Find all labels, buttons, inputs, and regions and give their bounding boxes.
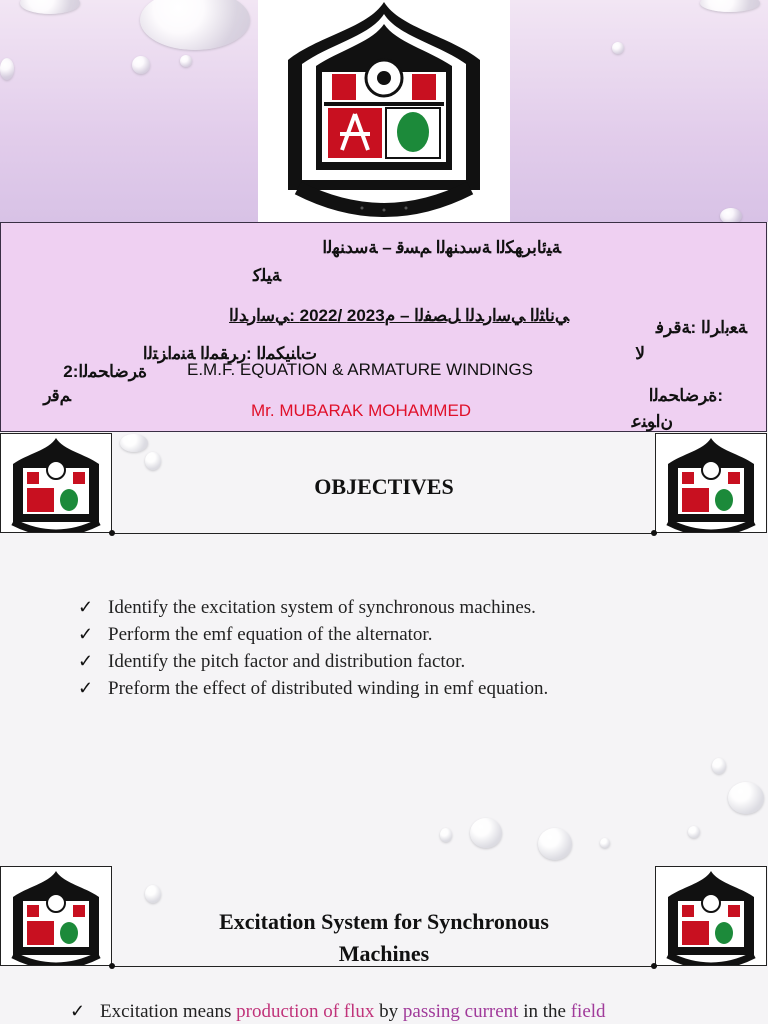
rule-dot [109,530,115,536]
header-logo-left [0,866,112,966]
water-drop [145,452,161,470]
university-emblem-icon [656,867,766,965]
objective-text: Preform the effect of distributed winding in emf equation. [108,678,549,699]
lecturer-name: Mr. MUBARAK MOHAMMED [251,401,472,420]
university-emblem-icon [1,434,111,532]
water-drop [538,828,572,860]
objectives-list [78,594,548,702]
lecture-number: ﺓﺮﺿﺎﺤﻤﻟﺍ:2 [63,362,147,381]
lecture-topic: E.M.F. EQUATION & ARMATURE WINDINGS [187,360,534,379]
department-line-2: ﺔﻴﻠﻛ [253,266,281,285]
list-item [78,621,548,648]
water-drop [440,828,452,842]
lecture-title-label-2: ﻥﺍﻮﻨﻋ [631,412,673,431]
logo-panel [258,0,510,222]
objective-text: Identify the pitch factor and distribution factor. [108,651,466,672]
water-drop [0,58,14,80]
excitation-title-line-1: Excitation System for Synchronous [219,909,549,934]
header-logo-right [655,433,767,533]
list-item [78,648,548,675]
list-item [78,594,548,621]
rule-dot [109,963,115,969]
objective-text: Identify the excitation system of synchronous machines. [108,597,536,618]
excitation-title-line-2: Machines [338,941,430,966]
water-drop [470,818,502,848]
objectives-title: OBJECTIVES [314,474,454,499]
water-drop [120,434,148,452]
university-emblem-icon [1,867,111,965]
definition-text: Excitation means [100,1001,237,1022]
excitation-title [150,906,618,970]
course-name: ﺕﺎﻨﻴﻜﻤﻟﺍ :ﺭﺮﻘﻤﻟﺍ ﺔﻨﻣﺍﺰﺘﻟﺍ [142,344,317,363]
objective-text: Perform the emf equation of the alternator. [108,624,433,645]
check-mark-icon: ✓ [78,597,94,617]
course-info-box [0,222,767,432]
rule-dot [651,963,657,969]
rule-dot [651,530,657,536]
water-drop [180,55,192,67]
university-emblem-icon [258,0,510,222]
definition-highlight: passing current [402,1001,519,1022]
definition-text: in the [518,1001,571,1022]
lecture-title-label: :ﺓﺮﺿﺎﺤﻤﻟﺍ [648,386,723,405]
check-mark-icon: ✓ [70,1001,86,1021]
water-drop [728,782,764,814]
excitation-definition [70,1001,606,1023]
water-drop [712,758,726,774]
definition-text: by [374,1001,403,1022]
water-drop [688,826,700,838]
definition-highlight: production of flux [236,1001,375,1022]
check-mark-icon: ✓ [78,678,94,698]
header-logo-left [0,433,112,533]
academic-year: ﻲﻧﺎﺜﻟﺍ ﻲﺳﺍﺭﺪﻟﺍ ﻞﺼﻔﻟﺍ – ﻡ2023 /2022 :ﻲﺳﺍﺭﺪﻟﺍ [229,306,569,325]
check-mark-icon: ✓ [78,651,94,671]
university-emblem-icon [656,434,766,532]
lecture-number-2: ﻢﻗﺭ [43,386,71,405]
class-label: ﺔﻌﺑﺍﺮﻟﺍ :ﺔﻗﺮﻓ [655,318,747,337]
header-logo-right [655,866,767,966]
header-rule [112,533,657,534]
department-line: ﺔﻴﺋﺎﺑﺮﻬﻜﻟﺍ ﺔﺳﺪﻨﻬﻟﺍ ﻢﺴﻗ – ﺔﺳﺪﻨﻬﻟﺍ [322,238,561,257]
water-drop [612,42,624,54]
check-mark-icon: ✓ [78,624,94,644]
list-item [78,675,548,702]
class-label-2: ﻻ [635,344,645,363]
definition-highlight: field [570,1001,606,1022]
water-drop [600,838,610,848]
water-drop [145,885,161,903]
water-drop [132,56,150,74]
